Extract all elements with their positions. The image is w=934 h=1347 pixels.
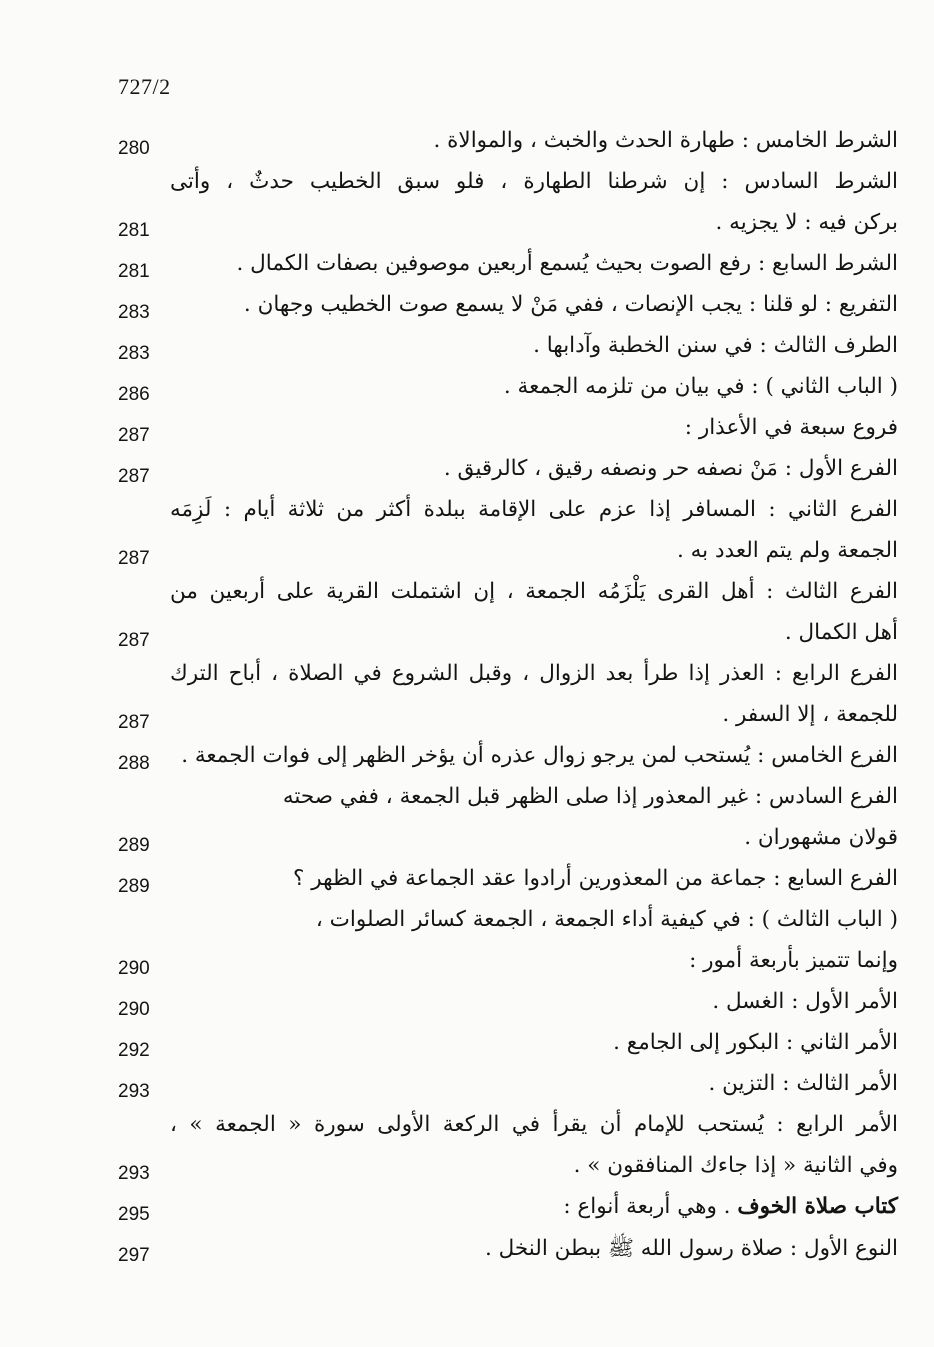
toc-entry (118, 575, 898, 615)
toc-page-number: 281 (118, 220, 150, 241)
toc-page-number: 283 (118, 343, 150, 364)
toc-page-number: 287 (118, 712, 150, 733)
toc-page-number: 290 (118, 958, 150, 979)
toc-entry-text: بركن فيه : لا يجزيه . (715, 210, 898, 235)
toc-entry-text: الجمعة ولم يتم العدد به . (676, 538, 898, 563)
toc-entry-text: التفريع : لو قلنا : يجب الإنصات ، ففي مَنْ لا يسمع صوت الخطيب وجهان . (243, 292, 898, 317)
toc-entry-text: النوع الأول : صلاة رسول الله ﷺ ببطن النخل . (484, 1236, 898, 1261)
toc-entry (118, 329, 898, 369)
toc-entry (118, 944, 898, 984)
toc-page-number: 289 (118, 835, 150, 856)
toc-entry-text: الفرع السادس : غير المعذور إذا صلى الظهر قبل الجمعة ، ففي صحته (282, 784, 898, 809)
toc-entry-text: وفي الثانية « إذا جاءك المنافقون » . (573, 1153, 898, 1178)
toc-entry-text: فروع سبعة في الأعذار : (684, 415, 898, 440)
toc-entry (118, 1190, 898, 1230)
toc-page-number: 292 (118, 1040, 150, 1061)
toc-page-number: 293 (118, 1081, 150, 1102)
toc-entry-text: وإنما تتميز بأربعة أمور : (689, 948, 898, 973)
toc-entry-text: أهل الكمال . (784, 620, 898, 645)
toc-entry-text: الفرع الثاني : المسافر إذا عزم على الإقامة ببلدة أكثر من ثلاثة أيام : لَزِمَه (170, 497, 898, 522)
toc-entry-text: الشرط الخامس : طهارة الحدث والخبث ، والموالاة . (433, 128, 898, 153)
toc-entry (118, 165, 898, 205)
toc-entry (118, 247, 898, 287)
toc-entry (118, 206, 898, 246)
toc-entry (118, 698, 898, 738)
toc-entry (118, 862, 898, 902)
toc-page-number: 287 (118, 630, 150, 651)
toc-entry (118, 1149, 898, 1189)
toc-entry-text: قولان مشهوران . (744, 825, 898, 850)
toc-entry-text: الطرف الثالث : في سنن الخطبة وآدابها . (533, 333, 898, 358)
toc-entry (118, 124, 898, 164)
toc-page-number: 287 (118, 425, 150, 446)
toc-page-number: 280 (118, 138, 150, 159)
toc-entry-text: الفرع الأول : مَنْ نصفه حر ونصفه رقيق ، كالرقيق . (443, 456, 898, 481)
toc-page-number: 289 (118, 876, 150, 897)
toc-entry-text: ( الباب الثاني ) : في بيان من تلزمه الجمعة . (503, 374, 898, 399)
toc-entry-text: ( الباب الثالث ) : في كيفية أداء الجمعة ، الجمعة كسائر الصلوات ، (315, 907, 898, 932)
toc-entry (118, 657, 898, 697)
toc-entry (118, 411, 898, 451)
toc-entry (118, 821, 898, 861)
toc-entry (118, 739, 898, 779)
toc-entry-text: الفرع الخامس : يُستحب لمن يرجو زوال عذره أن يؤخر الظهر إلى فوات الجمعة . (181, 743, 898, 768)
toc-entry (118, 1026, 898, 1066)
toc-entry (118, 1231, 898, 1271)
toc-entry (118, 534, 898, 574)
toc-page-number: 287 (118, 466, 150, 487)
toc-page-number: 290 (118, 999, 150, 1020)
toc-entry (118, 903, 898, 943)
toc-page-number: 283 (118, 302, 150, 323)
toc-entry-text: الأمر الثاني : البكور إلى الجامع . (613, 1030, 898, 1055)
toc-entry-text: الأمر الرابع : يُستحب للإمام أن يقرأ في الركعة الأولى سورة « الجمعة » ، (170, 1112, 898, 1137)
toc-entry-text: الشرط السابع : رفع الصوت بحيث يُسمع أربعين موصوفين بصفات الكمال . (236, 251, 898, 276)
toc-page-number: 287 (118, 548, 150, 569)
toc-entry (118, 370, 898, 410)
toc-entry-text: للجمعة ، إلا السفر . (722, 702, 898, 727)
toc-entry (118, 288, 898, 328)
toc-entry-text: الفرع الثالث : أهل القرى يَلْزَمُه الجمعة ، إن اشتملت القرية على أربعين من (170, 579, 898, 604)
toc-entry-text: الفرع الرابع : العذر إذا طرأ بعد الزوال ، وقبل الشروع في الصلاة ، أباح الترك (170, 661, 898, 686)
toc-entry (118, 1108, 898, 1148)
toc-entry-text: الأمر الأول : الغسل . (712, 989, 898, 1014)
toc-entry (118, 780, 898, 820)
toc-entry-text: الشرط السادس : إن شرطنا الطهارة ، فلو سبق الخطيب حدثٌ ، وأتى (170, 169, 898, 194)
toc-entry (118, 1067, 898, 1107)
toc-entry-text: الفرع السابع : جماعة من المعذورين أرادوا عقد الجماعة في الظهر ؟ (293, 866, 898, 891)
toc-page-number: 293 (118, 1163, 150, 1184)
toc-entry-text: الأمر الثالث : التزين . (708, 1071, 898, 1096)
book-heading: كتاب صلاة الخوف (737, 1194, 898, 1219)
toc-page-number: 281 (118, 261, 150, 282)
toc-entry (118, 616, 898, 656)
toc-entry (118, 985, 898, 1025)
toc-entry (118, 452, 898, 492)
toc-entry (118, 493, 898, 533)
toc-page-number: 288 (118, 753, 150, 774)
toc-page-number: 297 (118, 1245, 150, 1266)
toc-page-number: 286 (118, 384, 150, 405)
page-number: 727/2 (118, 74, 171, 99)
toc-entry-text: كتاب صلاة الخوف . وهي أربعة أنواع : (563, 1194, 898, 1219)
toc-page-number: 295 (118, 1204, 150, 1225)
